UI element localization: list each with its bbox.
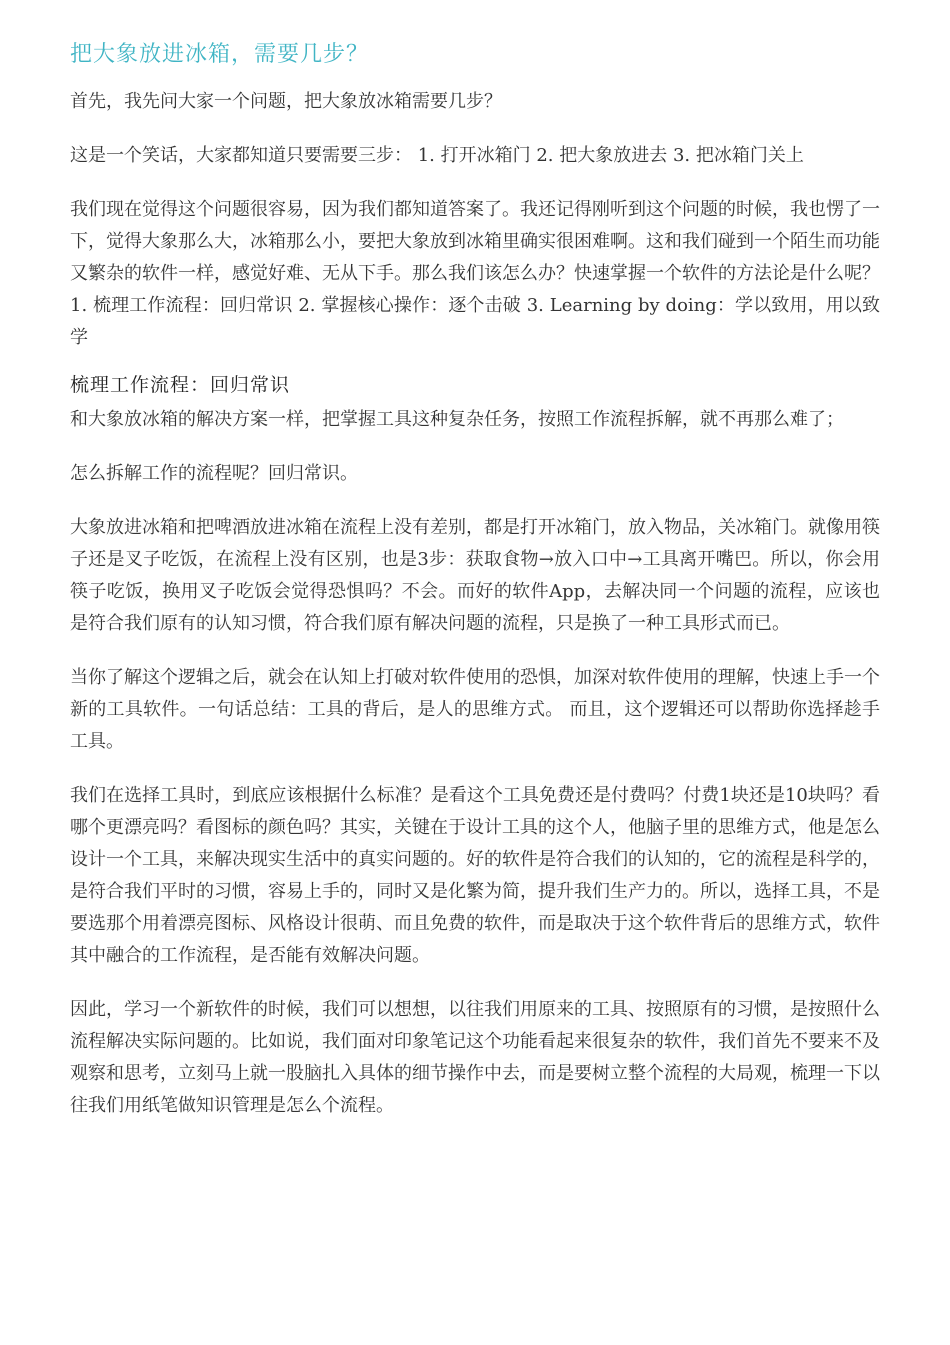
section-heading-workflow: 梳理工作流程：回归常识 xyxy=(70,374,291,396)
section-paragraph: 怎么拆解工作的流程呢？回归常识。 xyxy=(70,463,358,484)
document-page xyxy=(70,40,880,1144)
section-paragraph: 当你了解这个逻辑之后，就会在认知上打破对软件使用的恐惧，加深对软件使用的理解，快速上手一个新的工具软件。一句话总结：工具的背后，是人的思维方式。 而且，这个逻辑还可以帮助你选择趁手工具。 xyxy=(70,667,880,752)
intro-joke-paragraph: 这是一个笑话，大家都知道只要需要三步： 1. 打开冰箱门 2. 把大象放进去 3. 把冰箱门关上 xyxy=(70,145,804,166)
section-paragraph: 大象放进冰箱和把啤酒放进冰箱在流程上没有差别，都是打开冰箱门，放入物品，关冰箱门。就像用筷子还是叉子吃饭，在流程上没有区别，也是3步：获取食物→放入口中→工具离开嘴巴。所以，你会用筷子吃饭，换用叉子吃饭会觉得恐惧吗？不会。而好的软件App，去解决同一个问题的流程，应该也是符合我们原有的认知习惯，符合我们原有解决问题的流程，只是换了一种工具形式而已。 xyxy=(70,517,880,634)
intro-methodology-paragraph: 我们现在觉得这个问题很容易，因为我们都知道答案了。我还记得刚听到这个问题的时候，我也愣了一下，觉得大象那么大，冰箱那么小，要把大象放到冰箱里确实很困难啊。这和我们碰到一个陌生而功能又繁杂的软件一样，感觉好难、无从下手。那么我们该怎么办？快速掌握一个软件的方法论是什么呢？ 1. 梳理工作流程：回归常识 2. 掌握核心操作：逐个击破 3. Learning by doing：学以致用，用以致学 xyxy=(70,199,880,348)
section-paragraph: 因此，学习一个新软件的时候，我们可以想想，以往我们用原来的工具、按照原有的习惯，是按照什么流程解决实际问题的。比如说，我们面对印象笔记这个功能看起来很复杂的软件，我们首先不要来不及观察和思考，立刻马上就一股脑扎入具体的细节操作中去，而是要树立整个流程的大局观，梳理一下以往我们用纸笔做知识管理是怎么个流程。 xyxy=(70,999,880,1116)
section-paragraph: 我们在选择工具时，到底应该根据什么标准？是看这个工具免费还是付费吗？付费1块还是10块吗？看哪个更漂亮吗？看图标的颜色吗？其实，关键在于设计工具的这个人，他脑子里的思维方式，他是怎么设计一个工具，来解决现实生活中的真实问题的。好的软件是符合我们的认知的，它的流程是科学的，是符合我们平时的习惯，容易上手的，同时又是化繁为简，提升我们生产力的。所以，选择工具，不是要选那个用着漂亮图标、风格设计很萌、而且免费的软件，而是取决于这个软件背后的思维方式，软件其中融合的工作流程，是否能有效解决问题。 xyxy=(70,785,880,966)
intro-question-paragraph: 首先，我先问大家一个问题，把大象放冰箱需要几步？ xyxy=(70,91,502,112)
section-paragraph: 和大象放冰箱的解决方案一样，把掌握工具这种复杂任务，按照工作流程拆解，就不再那么难了； xyxy=(70,409,844,430)
document-title: 把大象放进冰箱，需要几步？ xyxy=(70,42,370,67)
